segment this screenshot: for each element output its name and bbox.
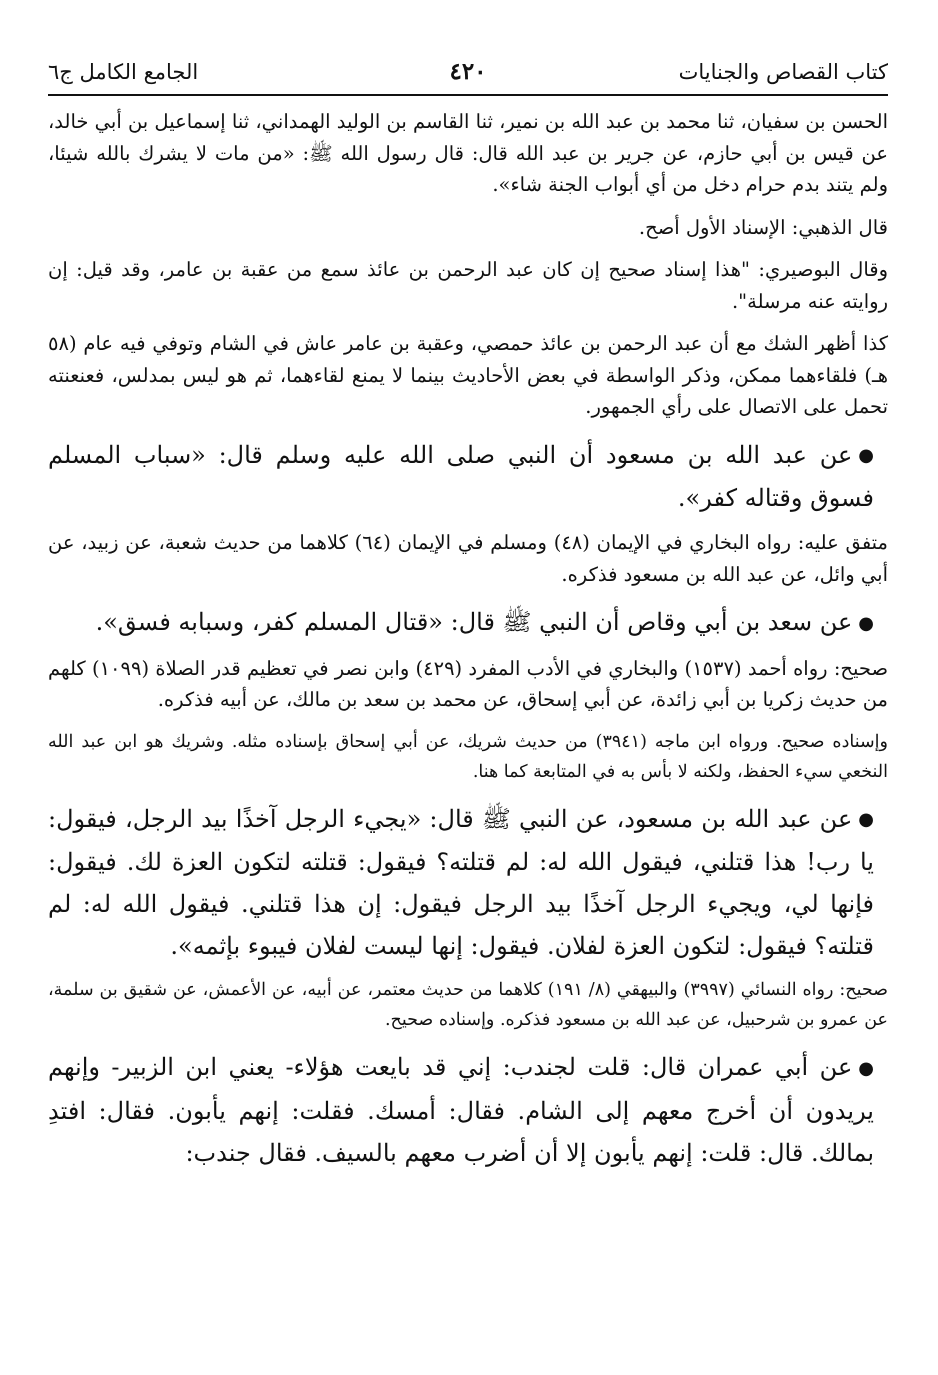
paragraph-text: كذا أظهر الشك مع أن عبد الرحمن بن عائذ حمصي، وعقبة بن عامر عاش في الشام وتوفي فيه عام (٥٨ هـ) فلقاءهما ممكن، وذكر الواسطة في بعض الأحاديث بينما لا يمنع لقاءهما، ثم هو ليس بمدلس، فعنعنته تحمل على الاتصال على رأي الجمهور. xyxy=(48,332,888,418)
page-header xyxy=(48,52,888,96)
paragraph-text: صحيح: رواه أحمد (١٥٣٧) والبخاري في الأدب المفرد (٤٢٩) وابن نصر في تعظيم قدر الصلاة (١٠٩٩) كلهم من حديث زكريا بن أبي زائدة، عن أبي إسحاق، عن محمد بن سعد بن مالك، عن أبيه فذكره. xyxy=(48,656,889,711)
commentary-paragraph xyxy=(48,975,888,1035)
paragraph-text: قال الذهبي: الإسناد الأول أصح. xyxy=(638,215,888,239)
paragraph-text: الحسن بن سفيان، ثنا محمد بن عبد الله بن نمير، ثنا القاسم بن الوليد الهمداني، ثنا إسماعيل بن أبي خالد، عن قيس بن أبي حازم، عن جرير بن عبد الله قال: قال رسول الله ﷺ: «من مات لا يشرك بالله شيئا، ولم يتند بدم حرام دخل من أي أبواب الجنة شاء». xyxy=(48,110,888,196)
hadith-paragraph xyxy=(48,1046,888,1174)
paragraph-text: متفق عليه: رواه البخاري في الإيمان (٤٨) ومسلم في الإيمان (٦٤) كلاهما من حديث شعبة، عن زبيد، عن أبي وائل، عن عبد الله بن مسعود فذكره. xyxy=(48,531,889,586)
bullet-icon: ● xyxy=(858,612,874,634)
commentary-paragraph xyxy=(48,727,888,787)
paragraph-text: صحيح: رواه النسائي (٣٩٩٧) والبيهقي (٨/ ١٩١) كلاهما من حديث معتمر، عن أبيه، عن الأعمش، عن شقيق بن سلمة، عن عمرو بن شرحبيل، عن عبد الله بن مسعود فذكره. وإسناده صحيح. xyxy=(48,980,889,1030)
paragraph-text: وإسناده صحيح. ورواه ابن ماجه (٣٩٤١) من حديث شريك، عن أبي إسحاق بإسناده مثله. وشريك هو ابن عبد الله النخعي سيء الحفظ، ولكنه لا بأس به في المتابعة كما هنا. xyxy=(48,731,888,782)
page-body xyxy=(48,106,888,1174)
paragraph-text: عن عبد الله بن مسعود، عن النبي ﷺ قال: «يجيء الرجل آخذًا بيد الرجل، فيقول: يا رب! هذا قتلني، فيقول الله له: لم قتلته؟ فيقول: قتلته لتكون العزة لك. فيقول: فإنها لي، ويجيء الرجل آخذًا بيد الرجل فيقول: إن هذا قتلني. فيقول الله له: لم قتلته؟ فيقول: لتكون العزة لفلان. فيقول: إنها ليست لفلان فيبوء بإثمه». xyxy=(48,804,874,960)
bullet-icon: ● xyxy=(858,809,874,830)
commentary-paragraph xyxy=(48,106,888,201)
commentary-paragraph xyxy=(48,653,888,716)
hadith-paragraph xyxy=(48,798,888,968)
commentary-paragraph xyxy=(48,328,888,423)
bullet-icon: ● xyxy=(858,445,875,466)
paragraph-text: عن أبي عمران قال: قلت لجندب: إني قد بايعت هؤلاء- يعني ابن الزبير- وإنهم يريدون أن أخرج معهم إلى الشام. فقال: أمسك. فقلت: إنهم يأبون. فقال: افتدِ بمالك. قال: قلت: إنهم يأبون إلا أن أضرب معهم بالسيف. فقال جندب: xyxy=(48,1053,874,1167)
paragraph-text: عن عبد الله بن مسعود أن النبي صلى الله عليه وسلم قال: «سباب المسلم فسوق وقتاله كفر». xyxy=(48,440,874,512)
chapter-title: كتاب القصاص والجنايات xyxy=(678,60,888,84)
page-number: ٤٢٠ xyxy=(449,58,487,85)
paragraph-text: وقال البوصيري: "هذا إسناد صحيح إن كان عبد الرحمن بن عائذ سمع من عقبة بن عامر، وقد قيل: إن روايته عنه مرسلة". xyxy=(48,258,888,313)
book-title: الجامع الكامل ج٦ xyxy=(48,60,199,84)
hadith-paragraph xyxy=(48,601,888,645)
paragraph-text: عن سعد بن أبي وقاص أن النبي ﷺ قال: «قتال المسلم كفر، وسبابه فسق». xyxy=(95,608,853,636)
commentary-paragraph xyxy=(48,212,888,244)
bullet-icon: ● xyxy=(858,1057,874,1079)
commentary-paragraph xyxy=(48,254,888,317)
commentary-paragraph xyxy=(48,527,888,590)
hadith-paragraph xyxy=(48,434,888,520)
